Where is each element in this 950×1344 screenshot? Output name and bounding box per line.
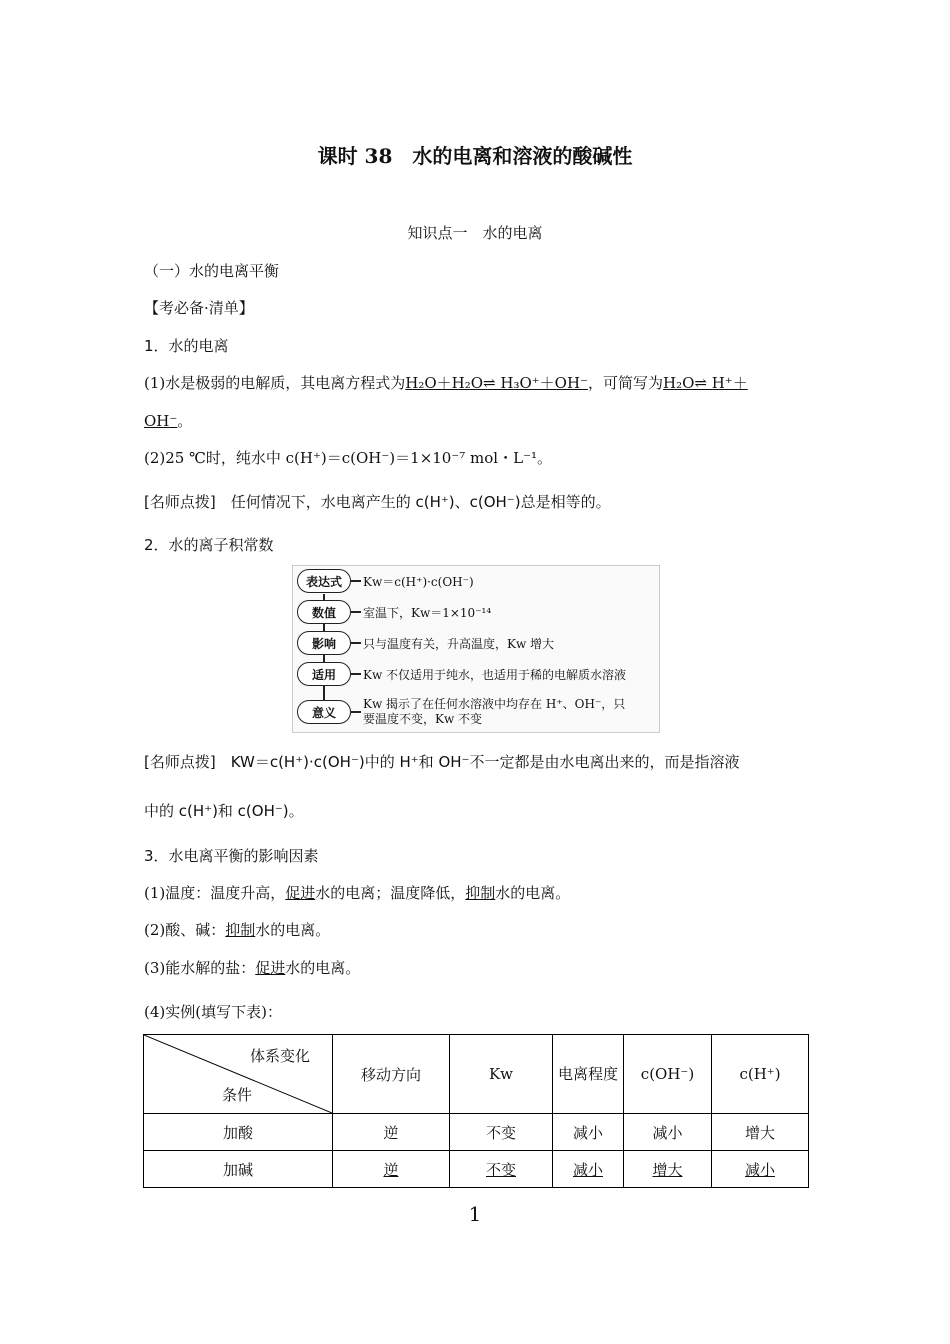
text-segment: (4)实例( xyxy=(144,1003,202,1021)
diagram-label: 适用 xyxy=(297,662,351,686)
table-cell: 逆 xyxy=(333,1114,450,1151)
factor-temperature xyxy=(144,882,570,903)
diagram-label: 意义 xyxy=(297,700,351,724)
checklist-label: 【考必备·清单】 xyxy=(144,299,254,317)
table-cell xyxy=(624,1151,712,1188)
diagram-text: Kw＝c(H⁺)·c(OH⁻) xyxy=(363,574,474,589)
diagram-row xyxy=(297,696,625,728)
ionization-paragraph-1-cont xyxy=(144,410,192,431)
table-diagonal-header xyxy=(144,1035,333,1114)
diagram-row xyxy=(297,599,491,625)
table-cell xyxy=(333,1151,450,1188)
table-cell: 不变 xyxy=(450,1114,553,1151)
answer-inhibit: 抑制 xyxy=(225,921,256,939)
sub-heading: （一）水的电离平衡 xyxy=(144,262,280,280)
diagram-text: Kw 不仅适用于纯水，也适用于稀的电解质水溶液 xyxy=(363,667,627,682)
text-segment: 水的电离。 xyxy=(285,959,361,977)
table-cell: 增大 xyxy=(712,1114,809,1151)
diagram-connector xyxy=(351,642,361,644)
teacher-tip-2: [名师点拨] KW＝c(H⁺)·c(OH⁻)中的 H⁺和 OH⁻不一定都是由水电离出来的，而是指溶液 xyxy=(144,753,740,771)
teacher-tip-2-cont: 中的 c(H⁺)和 c(OH⁻)。 xyxy=(144,802,304,820)
table-row xyxy=(144,1151,809,1188)
diagram-row xyxy=(297,630,554,656)
header-change: 体系变化 xyxy=(249,1047,310,1065)
table-header-row xyxy=(144,1035,809,1114)
text-segment: 。 xyxy=(177,412,193,430)
text-segment: 填写下表 xyxy=(201,1003,262,1021)
diagram-text: 室温下，Kw＝1×10⁻¹⁴ xyxy=(363,605,492,620)
page-number: 1 xyxy=(468,1202,482,1226)
section-heading: 知识点一 水的电离 xyxy=(407,224,543,242)
teacher-tip-1: [名师点拨] 任何情况下，水电离产生的 c(H⁺)、c(OH⁻)总是相等的。 xyxy=(144,493,611,511)
table-header: 移动方向 xyxy=(333,1035,450,1114)
diagram-text: 只与温度有关，升高温度，Kw 增大 xyxy=(363,636,555,651)
answer-inhibit: 抑制 xyxy=(465,884,496,902)
diagram-connector xyxy=(351,673,361,675)
table-cell: 加酸 xyxy=(144,1114,333,1151)
table-cell: 减小 xyxy=(553,1114,624,1151)
diagram-connector xyxy=(351,711,361,713)
ionization-paragraph-1 xyxy=(144,372,748,393)
diagram-text-line: 要温度不变，Kw 不变 xyxy=(363,712,483,726)
text-segment: 水的电离。 xyxy=(495,884,571,902)
kw-concept-diagram xyxy=(292,565,660,733)
answer-promote: 促进 xyxy=(255,959,286,977)
diagram-label: 影响 xyxy=(297,631,351,655)
table-cell xyxy=(450,1151,553,1188)
factor-acid-base xyxy=(144,919,330,940)
table-cell: 加碱 xyxy=(144,1151,333,1188)
diagram-connector xyxy=(351,611,361,613)
text-segment: (3)能水解的盐： xyxy=(144,959,256,977)
diagram-text-line: Kw 揭示了在任何水溶液中均存在 H⁺、OH⁻，只 xyxy=(363,697,626,711)
diagram-label: 表达式 xyxy=(297,569,351,593)
heading-ion-product: 2．水的离子积常数 xyxy=(144,536,274,554)
answer-cell: 逆 xyxy=(383,1160,399,1179)
heading-influencing-factors: 3．水电离平衡的影响因素 xyxy=(144,847,319,865)
text-segment: (1)温度：温度升高， xyxy=(144,884,286,902)
diagram-row xyxy=(297,661,626,687)
answer-cell: 减小 xyxy=(744,1160,775,1179)
simplified-equation-end: OH⁻ xyxy=(144,412,178,430)
page-title: 课时 38 水的电离和溶液的酸碱性 xyxy=(317,144,633,168)
table-header: c(H⁺) xyxy=(712,1035,809,1114)
diagram-row xyxy=(297,568,474,594)
answer-promote: 促进 xyxy=(285,884,316,902)
diagram-text xyxy=(363,697,625,727)
text-segment: (1)水是极弱的电解质，其电离方程式为 xyxy=(144,374,406,392)
text-segment: 水的电离。 xyxy=(255,921,331,939)
example-table xyxy=(143,1034,809,1188)
table-row xyxy=(144,1114,809,1151)
table-header: c(OH⁻) xyxy=(624,1035,712,1114)
answer-cell: 不变 xyxy=(485,1160,516,1179)
text-segment: (2)酸、碱： xyxy=(144,921,226,939)
ionization-equation: H₂O＋H₂O⇌ H₃O⁺＋OH⁻ xyxy=(405,374,588,392)
table-header: Kw xyxy=(450,1035,553,1114)
ionization-paragraph-2: (2)25 ℃时，纯水中 c(H⁺)＝c(OH⁻)＝1×10⁻⁷ mol・L⁻¹。 xyxy=(144,449,552,467)
factor-example xyxy=(144,1001,282,1022)
factor-hydrolyzable-salt xyxy=(144,957,360,978)
text-segment: ，可简写为 xyxy=(587,374,663,392)
simplified-equation: H₂O⇌ H⁺＋ xyxy=(663,374,748,392)
table-cell xyxy=(712,1151,809,1188)
table-header: 电离程度 xyxy=(553,1035,624,1114)
table-cell: 减小 xyxy=(624,1114,712,1151)
answer-cell: 减小 xyxy=(572,1160,603,1179)
answer-cell: 增大 xyxy=(652,1160,683,1179)
diagram-label: 数值 xyxy=(297,600,351,624)
heading-water-ionization: 1．水的电离 xyxy=(144,337,229,355)
diagram-connector xyxy=(351,580,361,582)
header-condition: 条件 xyxy=(222,1086,253,1104)
text-segment: )： xyxy=(261,1003,282,1021)
table-cell xyxy=(553,1151,624,1188)
text-segment: 水的电离；温度降低， xyxy=(315,884,466,902)
